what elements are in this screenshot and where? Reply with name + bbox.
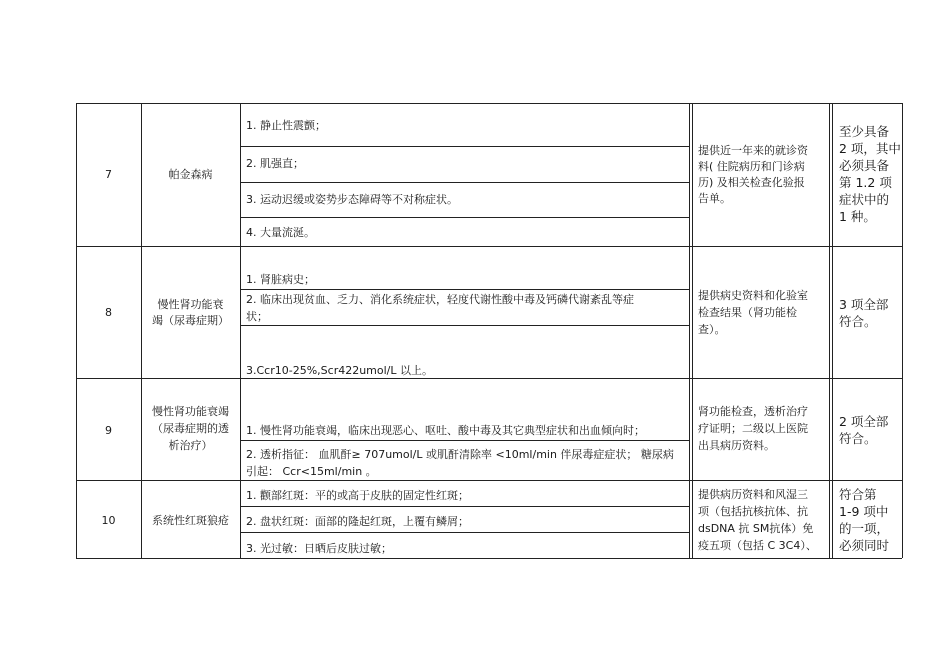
- rule-line: 至少具备: [839, 124, 890, 139]
- rule-line: 第 1.2 项: [839, 175, 892, 190]
- table-line: [240, 506, 689, 507]
- table-line: [240, 325, 689, 326]
- criteria-item: 1. 慢性肾功能衰竭，临床出现恶心、呕吐、酸中毒及其它典型症状和出血倾向时；: [246, 424, 645, 437]
- table-line: [902, 103, 903, 558]
- documents-line: 告单。: [698, 192, 731, 205]
- documents-line: 料( 住院病历和门诊病: [698, 160, 805, 173]
- disease-name: 析治疗）: [168, 439, 213, 452]
- documents-line: 历) 及相关检查化验报: [698, 176, 805, 189]
- rule-line: 1-9 项中: [839, 504, 889, 519]
- documents-line: 疗证明；二级以上医院: [698, 422, 808, 435]
- table-line: [829, 103, 830, 558]
- rule-line: 2 项全部: [839, 414, 889, 429]
- row-number: 9: [105, 424, 112, 437]
- rule-line: 1 种。: [839, 209, 876, 224]
- criteria-item: 1. 静止性震颤；: [246, 119, 326, 132]
- table-line: [76, 558, 902, 559]
- table-line: [689, 103, 690, 558]
- documents-line: 提供病史资料和化验室: [698, 289, 808, 302]
- criteria-item: 4. 大量流涎。: [246, 226, 315, 239]
- documents-line: 提供病历资料和风湿三: [698, 488, 808, 501]
- rule-line: 症状中的: [839, 192, 890, 207]
- table-line: [76, 246, 902, 247]
- documents-line: dsDNA 抗 SM抗体）免: [698, 522, 814, 535]
- disease-name: 慢性肾功能衰竭: [152, 405, 229, 418]
- table-line: [692, 103, 693, 558]
- disease-name: 慢性肾功能衰: [157, 298, 224, 311]
- table-line: [240, 103, 241, 558]
- table-line: [240, 146, 689, 147]
- criteria-item: 3.Ccr10-25%,Scr422umol/L 以上。: [246, 364, 434, 377]
- criteria-item: 2. 肌强直；: [246, 157, 304, 170]
- table-line: [240, 289, 689, 290]
- table-line: [240, 217, 689, 218]
- rule-line: 3 项全部: [839, 297, 889, 312]
- table-line: [76, 480, 902, 481]
- criteria-item: 引起： Ccr<15ml/min 。: [246, 465, 377, 478]
- disease-name: 帕金森病: [168, 168, 213, 181]
- criteria-item: 3. 运动迟缓或姿势步态障碍等不对称症状。: [246, 193, 458, 206]
- table-line: [76, 378, 902, 379]
- criteria-item: 2. 临床出现贫血、乏力、消化系统症状，轻度代谢性酸中毒及钙磷代谢紊乱等症: [246, 293, 634, 306]
- row-number: 10: [101, 514, 116, 527]
- documents-line: 提供近一年来的就诊资: [698, 144, 808, 157]
- disease-name: 系统性红斑狼疮: [152, 514, 229, 527]
- disease-name: 竭（尿毒症期）: [152, 314, 229, 327]
- criteria-item: 1. 颧部红斑：平的或高于皮肤的固定性红斑；: [246, 489, 469, 502]
- documents-line: 疫五项（包括 C 3C4）、: [698, 539, 817, 552]
- documents-line: 查）。: [698, 323, 726, 336]
- documents-line: 项（包括抗核抗体、抗: [698, 505, 808, 518]
- rule-line: 符合。: [839, 314, 877, 329]
- criteria-item: 3. 光过敏：日晒后皮肤过敏；: [246, 542, 392, 555]
- rule-line: 2 项，其中: [839, 141, 901, 156]
- rule-line: 必须同时: [839, 538, 890, 553]
- rule-line: 的一项，: [839, 521, 890, 536]
- row-number: 7: [105, 168, 112, 181]
- rule-line: 符合。: [839, 431, 877, 446]
- criteria-item: 2. 透析指征： 血肌酐≥ 707umol/L 或肌酐清除率 <10ml/min 伴尿毒症症状； 糖尿病: [246, 448, 674, 461]
- disease-name: （尿毒症期的透: [152, 422, 229, 435]
- table-line: [76, 103, 902, 104]
- documents-line: 肾功能检查，透析治疗: [698, 405, 808, 418]
- documents-line: 检查结果（肾功能检: [698, 306, 797, 319]
- row-number: 8: [105, 306, 112, 319]
- table-line: [240, 182, 689, 183]
- rule-line: 必须具备: [839, 158, 890, 173]
- criteria-item: 1. 肾脏病史；: [246, 273, 315, 286]
- rule-line: 符合第: [839, 487, 877, 502]
- table-line: [832, 103, 833, 558]
- criteria-item: 2. 盘状红斑：面部的隆起红斑，上覆有鳞屑；: [246, 515, 469, 528]
- table-line: [240, 532, 689, 533]
- criteria-item: 状；: [246, 310, 268, 323]
- table-line: [240, 440, 689, 441]
- documents-line: 出具病历资料。: [698, 439, 775, 452]
